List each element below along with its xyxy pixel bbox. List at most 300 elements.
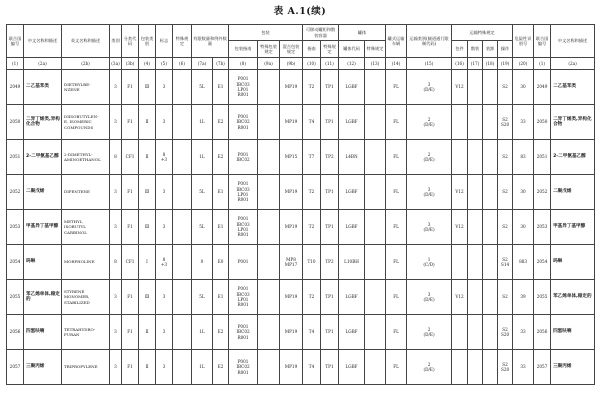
table-row — [7, 140, 595, 175]
excepted-qty-cell: E1 — [213, 210, 229, 245]
col-num: (4) — [139, 58, 156, 70]
pt-special-cell: TP2 — [321, 245, 339, 280]
mixed-packing-cell: MP15 — [280, 140, 303, 175]
header-un-no-2: 联合国编号 — [534, 25, 551, 58]
tank-special-cell — [365, 105, 386, 140]
packing-instructions-cell: P001 IBC03 LP01 R001 — [229, 280, 258, 315]
ts-loading-cell — [483, 280, 498, 315]
ts-bulk-cell — [468, 315, 483, 350]
special-provisions-cell — [173, 175, 192, 210]
pt-instructions-cell: T7 — [303, 140, 321, 175]
cn-name-2-cell: 2-二甲氨基乙醇 — [551, 140, 595, 175]
col-num: (1) — [7, 58, 24, 70]
col-num: (11) — [321, 58, 339, 70]
cn-name-2-cell: 二乙基苯类 — [551, 70, 595, 105]
class-code-cell: F1 — [122, 210, 139, 245]
column-number-row — [7, 58, 595, 70]
special-provisions-cell — [173, 280, 192, 315]
ts-loading-cell — [483, 140, 498, 175]
label-cell: 3 — [156, 70, 173, 105]
cn-name-2-cell: 二聚戊烯 — [551, 175, 595, 210]
ts-packages-cell — [452, 350, 468, 385]
mixed-packing-cell: MP19 — [280, 175, 303, 210]
dangerous-goods-table — [6, 24, 595, 385]
tank-special-cell — [365, 315, 386, 350]
vehicle-tank-cell: FL — [386, 280, 407, 315]
col-num: (7a) — [192, 58, 213, 70]
un-no-2-cell: 2053 — [534, 210, 551, 245]
special-packing-cell — [258, 280, 280, 315]
transport-category-cell: 1 (C/D) — [407, 245, 452, 280]
tank-code-cell: LGBF — [339, 210, 365, 245]
packing-group-cell: Ⅱ — [139, 315, 156, 350]
tank-code-cell: LGBF — [339, 350, 365, 385]
ts-packages-cell — [452, 315, 468, 350]
ts-operation-cell: S2 — [498, 210, 513, 245]
pt-instructions-cell: T2 — [303, 70, 321, 105]
header-tank-code: 罐体代码 — [339, 41, 365, 58]
packing-group-cell: Ⅲ — [139, 70, 156, 105]
cn-name-cell: 苯乙烯单体,稳定的 — [24, 280, 62, 315]
tank-special-cell — [365, 245, 386, 280]
vehicle-tank-cell: FL — [386, 350, 407, 385]
table-row — [7, 315, 595, 350]
pt-special-cell: TP1 — [321, 350, 339, 385]
cn-name-cell: 吗啉 — [24, 245, 62, 280]
en-name-cell: DIETHYLBE- NZENE — [62, 70, 110, 105]
vehicle-tank-cell: FL — [386, 105, 407, 140]
vehicle-tank-cell: FL — [386, 175, 407, 210]
un-no-2-cell: 2056 — [534, 315, 551, 350]
excepted-qty-cell: E2 — [213, 315, 229, 350]
hazard-id-cell: 30 — [513, 210, 534, 245]
header-special-packing: 特殊包装规定 — [258, 41, 280, 58]
class-code-cell: F1 — [122, 70, 139, 105]
excepted-qty-cell: E1 — [213, 175, 229, 210]
header-mixed-packing: 混合包装规定 — [280, 41, 303, 58]
class-code-cell: F1 — [122, 175, 139, 210]
header-limited-excepted: 有限数量和例外数量 — [192, 25, 229, 58]
header-class: 类别 — [110, 25, 122, 58]
tank-code-cell: LGBF — [339, 315, 365, 350]
col-num: (1) — [534, 58, 551, 70]
vehicle-tank-cell: FL — [386, 315, 407, 350]
pt-special-cell: TP1 — [321, 175, 339, 210]
tank-code-cell: L10BH — [339, 245, 365, 280]
class-code-cell: F1 — [122, 350, 139, 385]
class-cell: 3 — [110, 105, 122, 140]
limited-qty-cell: 1L — [192, 105, 213, 140]
pt-instructions-cell: T4 — [303, 105, 321, 140]
hazard-id-cell: 83 — [513, 140, 534, 175]
mixed-packing-cell: MP8 MP17 — [280, 245, 303, 280]
cn-name-2-cell: 四氢呋喃 — [551, 315, 595, 350]
special-provisions-cell — [173, 210, 192, 245]
un-no-2-cell: 2052 — [534, 175, 551, 210]
label-cell: 3 — [156, 350, 173, 385]
ts-operation-cell: S2 S20 — [498, 350, 513, 385]
tank-code-cell: LGBF — [339, 175, 365, 210]
class-code-cell: F1 — [122, 105, 139, 140]
ts-bulk-cell — [468, 210, 483, 245]
vehicle-tank-cell: FL — [386, 245, 407, 280]
limited-qty-cell: 0 — [192, 245, 213, 280]
header-tank: 罐体 — [339, 25, 386, 41]
header-transport-category: 运输类别(隧道通行限制代码) — [407, 25, 452, 58]
cn-name-cell: 二乙基苯类 — [24, 70, 62, 105]
limited-qty-cell: 5L — [192, 210, 213, 245]
un-no-2-cell: 2051 — [534, 140, 551, 175]
packing-instructions-cell: P001 — [229, 245, 258, 280]
pt-instructions-cell: T10 — [303, 245, 321, 280]
vehicle-tank-cell: FL — [386, 70, 407, 105]
ts-packages-cell: V12 — [452, 175, 468, 210]
tank-special-cell — [365, 140, 386, 175]
special-provisions-cell — [173, 105, 192, 140]
tank-special-cell — [365, 280, 386, 315]
mixed-packing-cell: MP19 — [280, 280, 303, 315]
en-name-cell: TRIPROPYLENE — [62, 350, 110, 385]
ts-loading-cell — [483, 210, 498, 245]
pt-instructions-cell: T4 — [303, 315, 321, 350]
label-cell: 3 — [156, 105, 173, 140]
col-num: (17) — [468, 58, 483, 70]
table-row — [7, 280, 595, 315]
special-packing-cell — [258, 350, 280, 385]
class-code-cell: F1 — [122, 315, 139, 350]
transport-category-cell: 2 (D/E) — [407, 105, 452, 140]
header-packing-instructions: 包装指南 — [229, 41, 258, 58]
un-no-2-cell: 2049 — [534, 70, 551, 105]
ts-loading-cell — [483, 105, 498, 140]
un-no-cell: 2050 — [7, 105, 24, 140]
tank-special-cell — [365, 350, 386, 385]
header-labels: 标志 — [156, 25, 173, 58]
un-no-2-cell: 2050 — [534, 105, 551, 140]
hazard-id-cell: 33 — [513, 350, 534, 385]
ts-operation-cell: S2 — [498, 140, 513, 175]
packing-instructions-cell: P001 IBC02 — [229, 140, 258, 175]
un-no-cell: 2054 — [7, 245, 24, 280]
col-num: (8) — [229, 58, 258, 70]
label-cell: 8 +3 — [156, 245, 173, 280]
class-cell: 3 — [110, 70, 122, 105]
ts-bulk-cell — [468, 175, 483, 210]
cn-name-cell: 三聚丙烯 — [24, 350, 62, 385]
hazard-id-cell: 33 — [513, 315, 534, 350]
header-hazard-id: 危险性识别号 — [513, 25, 534, 58]
col-num: (15) — [407, 58, 452, 70]
ts-operation-cell: S2 — [498, 175, 513, 210]
packing-instructions-cell: P001 IBC02 R001 — [229, 350, 258, 385]
ts-operation-cell: S2 — [498, 280, 513, 315]
ts-packages-cell — [452, 105, 468, 140]
ts-bulk-cell — [468, 280, 483, 315]
packing-instructions-cell: P001 IBC03 LP01 R001 — [229, 175, 258, 210]
pt-instructions-cell: T2 — [303, 280, 321, 315]
ts-packages-cell: V12 — [452, 210, 468, 245]
tank-code-cell: LGBF — [339, 280, 365, 315]
ts-operation-cell: S2 S14 — [498, 245, 513, 280]
en-name-cell: TETRAHYDRO- FURAN — [62, 315, 110, 350]
header-ts-bulk: 散装 — [468, 41, 483, 58]
col-num: (19) — [498, 58, 513, 70]
limited-qty-cell: 5L — [192, 70, 213, 105]
header-portable-tanks: 可移动罐柜和散装容器 — [303, 25, 339, 41]
class-cell: 3 — [110, 350, 122, 385]
cn-name-2-cell: 三聚丙烯 — [551, 350, 595, 385]
class-code-cell: CF1 — [122, 140, 139, 175]
packing-group-cell: Ⅰ — [139, 245, 156, 280]
col-num: (5) — [156, 58, 173, 70]
header-un-no: 联合国编号 — [7, 25, 24, 58]
mixed-packing-cell: MP19 — [280, 315, 303, 350]
hazard-id-cell: 39 — [513, 280, 534, 315]
packing-group-cell: Ⅲ — [139, 210, 156, 245]
special-packing-cell — [258, 175, 280, 210]
header-ts-operation: 操作 — [498, 41, 513, 58]
cn-name-cell: 2-二甲氨基乙醇 — [24, 140, 62, 175]
col-num: (3b) — [122, 58, 139, 70]
limited-qty-cell: 1L — [192, 140, 213, 175]
table-body — [7, 70, 595, 385]
pt-instructions-cell: T2 — [303, 210, 321, 245]
col-num: (18) — [483, 58, 498, 70]
tank-special-cell — [365, 70, 386, 105]
pt-special-cell: TP1 — [321, 105, 339, 140]
class-cell: 8 — [110, 140, 122, 175]
pt-special-cell: TP1 — [321, 315, 339, 350]
mixed-packing-cell: MP19 — [280, 70, 303, 105]
label-cell: 3 — [156, 210, 173, 245]
header-pt-instructions: 指南 — [303, 41, 321, 58]
ts-loading-cell — [483, 175, 498, 210]
excepted-qty-cell: E2 — [213, 350, 229, 385]
cn-name-cell: 二聚戊烯 — [24, 175, 62, 210]
tank-special-cell — [365, 210, 386, 245]
packing-group-cell: Ⅱ — [139, 350, 156, 385]
un-no-cell: 2049 — [7, 70, 24, 105]
cn-name-cell: 二异丁烯类,异构化合物 — [24, 105, 62, 140]
packing-instructions-cell: P001 IBC03 LP01 R001 — [229, 70, 258, 105]
en-name-cell: METHYL ISOBUTYL CARBINOL — [62, 210, 110, 245]
ts-loading-cell — [483, 70, 498, 105]
mixed-packing-cell: MP19 — [280, 105, 303, 140]
class-cell: 3 — [110, 280, 122, 315]
excepted-qty-cell: E2 — [213, 105, 229, 140]
pt-special-cell: TP1 — [321, 70, 339, 105]
transport-category-cell: 2 (D/E) — [407, 350, 452, 385]
tank-code-cell: L4BN — [339, 140, 365, 175]
transport-category-cell: 3 (D/E) — [407, 210, 452, 245]
special-packing-cell — [258, 105, 280, 140]
header-row-main — [7, 25, 595, 41]
ts-bulk-cell — [468, 70, 483, 105]
hazard-id-cell: 883 — [513, 245, 534, 280]
en-name-cell: STYRENE MONOMER, STABILIZED — [62, 280, 110, 315]
special-provisions-cell — [173, 140, 192, 175]
ts-operation-cell: S2 S20 — [498, 105, 513, 140]
ts-bulk-cell — [468, 140, 483, 175]
un-no-cell: 2052 — [7, 175, 24, 210]
col-num: (16) — [452, 58, 468, 70]
limited-qty-cell: 5L — [192, 280, 213, 315]
col-num: (12) — [339, 58, 365, 70]
col-num: (7b) — [213, 58, 229, 70]
pt-special-cell: TP2 — [321, 140, 339, 175]
packing-group-cell: Ⅲ — [139, 175, 156, 210]
special-provisions-cell — [173, 245, 192, 280]
header-cn-name-2: 中文名称和描述 — [551, 25, 595, 58]
en-name-cell: DIPENTENE — [62, 175, 110, 210]
table-row — [7, 245, 595, 280]
col-num: (9b) — [280, 58, 303, 70]
un-no-2-cell: 2055 — [534, 280, 551, 315]
ts-loading-cell — [483, 315, 498, 350]
table-row — [7, 350, 595, 385]
ts-operation-cell: S2 — [498, 70, 513, 105]
ts-packages-cell — [452, 140, 468, 175]
en-name-cell: MORPHOLINE — [62, 245, 110, 280]
cn-name-2-cell: 甲基异丁基甲醇 — [551, 210, 595, 245]
packing-group-cell: Ⅱ — [139, 105, 156, 140]
un-no-cell: 2055 — [7, 280, 24, 315]
header-ts-loading: 装卸 — [483, 41, 498, 58]
col-num: (20) — [513, 58, 534, 70]
excepted-qty-cell: E1 — [213, 70, 229, 105]
un-no-cell: 2057 — [7, 350, 24, 385]
class-code-cell: F1 — [122, 280, 139, 315]
special-provisions-cell — [173, 350, 192, 385]
special-packing-cell — [258, 70, 280, 105]
header-packing-group: 包装类别 — [139, 25, 156, 58]
cn-name-2-cell: 苯乙烯单体,稳定的 — [551, 280, 595, 315]
table-row — [7, 105, 595, 140]
packing-instructions-cell: P001 IBC03 LP01 R001 — [229, 210, 258, 245]
col-num: (10) — [303, 58, 321, 70]
limited-qty-cell: 5L — [192, 175, 213, 210]
table-title: 表 A.1(续) — [273, 6, 327, 17]
ts-bulk-cell — [468, 245, 483, 280]
header-pt-special: 特殊规定 — [321, 41, 339, 58]
special-provisions-cell — [173, 315, 192, 350]
en-name-cell: 2-DIMETHYL- AMINOETHANOL — [62, 140, 110, 175]
tank-code-cell: LGBF — [339, 105, 365, 140]
transport-category-cell: 2 (D/E) — [407, 140, 452, 175]
transport-category-cell: 3 (D/E) — [407, 70, 452, 105]
label-cell: 3 — [156, 280, 173, 315]
header-special-provisions: 特殊规定 — [173, 25, 192, 58]
ts-loading-cell — [483, 350, 498, 385]
packing-instructions-cell: P001 IBC02 R001 — [229, 105, 258, 140]
mixed-packing-cell: MP19 — [280, 350, 303, 385]
en-name-cell: DIISOBUTYLEN- E, ISOMERIC COMPOUNDS — [62, 105, 110, 140]
col-num: (9a) — [258, 58, 280, 70]
class-cell: 3 — [110, 210, 122, 245]
un-no-cell: 2053 — [7, 210, 24, 245]
limited-qty-cell: 1L — [192, 315, 213, 350]
col-num: (2b) — [62, 58, 110, 70]
cn-name-2-cell: 吗啉 — [551, 245, 595, 280]
ts-packages-cell — [452, 245, 468, 280]
packing-group-cell: Ⅲ — [139, 280, 156, 315]
pt-special-cell: TP1 — [321, 280, 339, 315]
header-vehicle-tank: 罐式运输车辆 — [386, 25, 407, 58]
special-packing-cell — [258, 210, 280, 245]
label-cell: 8 +3 — [156, 140, 173, 175]
table-row — [7, 70, 595, 105]
tank-special-cell — [365, 175, 386, 210]
excepted-qty-cell: E0 — [213, 245, 229, 280]
class-cell: 8 — [110, 245, 122, 280]
hazard-id-cell: 30 — [513, 175, 534, 210]
special-packing-cell — [258, 140, 280, 175]
table-row — [7, 175, 595, 210]
special-packing-cell — [258, 245, 280, 280]
hazard-id-cell: 33 — [513, 105, 534, 140]
header-tank-special: 特殊规定 — [365, 41, 386, 58]
special-provisions-cell — [173, 70, 192, 105]
cn-name-cell: 四氢呋喃 — [24, 315, 62, 350]
col-num: (13) — [365, 58, 386, 70]
header-class-code: 分类代码 — [122, 25, 139, 58]
vehicle-tank-cell: FL — [386, 140, 407, 175]
special-packing-cell — [258, 315, 280, 350]
transport-category-cell: 3 (D/E) — [407, 280, 452, 315]
col-num: (2a) — [551, 58, 595, 70]
packing-instructions-cell: P001 IBC02 R001 — [229, 315, 258, 350]
table-row — [7, 210, 595, 245]
header-packing: 包装 — [229, 25, 303, 41]
mixed-packing-cell: MP19 — [280, 210, 303, 245]
hazard-id-cell: 30 — [513, 70, 534, 105]
header-cn-name: 中文名称和描述 — [24, 25, 62, 58]
un-no-2-cell: 2054 — [534, 245, 551, 280]
ts-loading-cell — [483, 245, 498, 280]
class-code-cell: CF1 — [122, 245, 139, 280]
label-cell: 3 — [156, 175, 173, 210]
pt-special-cell: TP1 — [321, 210, 339, 245]
label-cell: 3 — [156, 315, 173, 350]
ts-bulk-cell — [468, 105, 483, 140]
header-ts-packages: 包件 — [452, 41, 468, 58]
excepted-qty-cell: E1 — [213, 280, 229, 315]
ts-packages-cell: V12 — [452, 280, 468, 315]
un-no-cell: 2056 — [7, 315, 24, 350]
un-no-2-cell: 2057 — [534, 350, 551, 385]
cn-name-cell: 甲基异丁基甲醇 — [24, 210, 62, 245]
header-en-name: 英文名称和描述 — [62, 25, 110, 58]
vehicle-tank-cell: FL — [386, 210, 407, 245]
class-cell: 3 — [110, 315, 122, 350]
col-num: (2a) — [24, 58, 62, 70]
pt-instructions-cell: T2 — [303, 175, 321, 210]
transport-category-cell: 2 (D/E) — [407, 315, 452, 350]
un-no-cell: 2051 — [7, 140, 24, 175]
limited-qty-cell: 1L — [192, 350, 213, 385]
ts-packages-cell: V12 — [452, 70, 468, 105]
class-cell: 3 — [110, 175, 122, 210]
excepted-qty-cell: E2 — [213, 140, 229, 175]
tank-code-cell: LGBF — [339, 70, 365, 105]
ts-operation-cell: S2 S20 — [498, 315, 513, 350]
col-num: (6) — [173, 58, 192, 70]
ts-bulk-cell — [468, 350, 483, 385]
pt-instructions-cell: T4 — [303, 350, 321, 385]
header-transport-special: 运输特殊规定 — [452, 25, 513, 41]
col-num: (14) — [386, 58, 407, 70]
packing-group-cell: Ⅱ — [139, 140, 156, 175]
